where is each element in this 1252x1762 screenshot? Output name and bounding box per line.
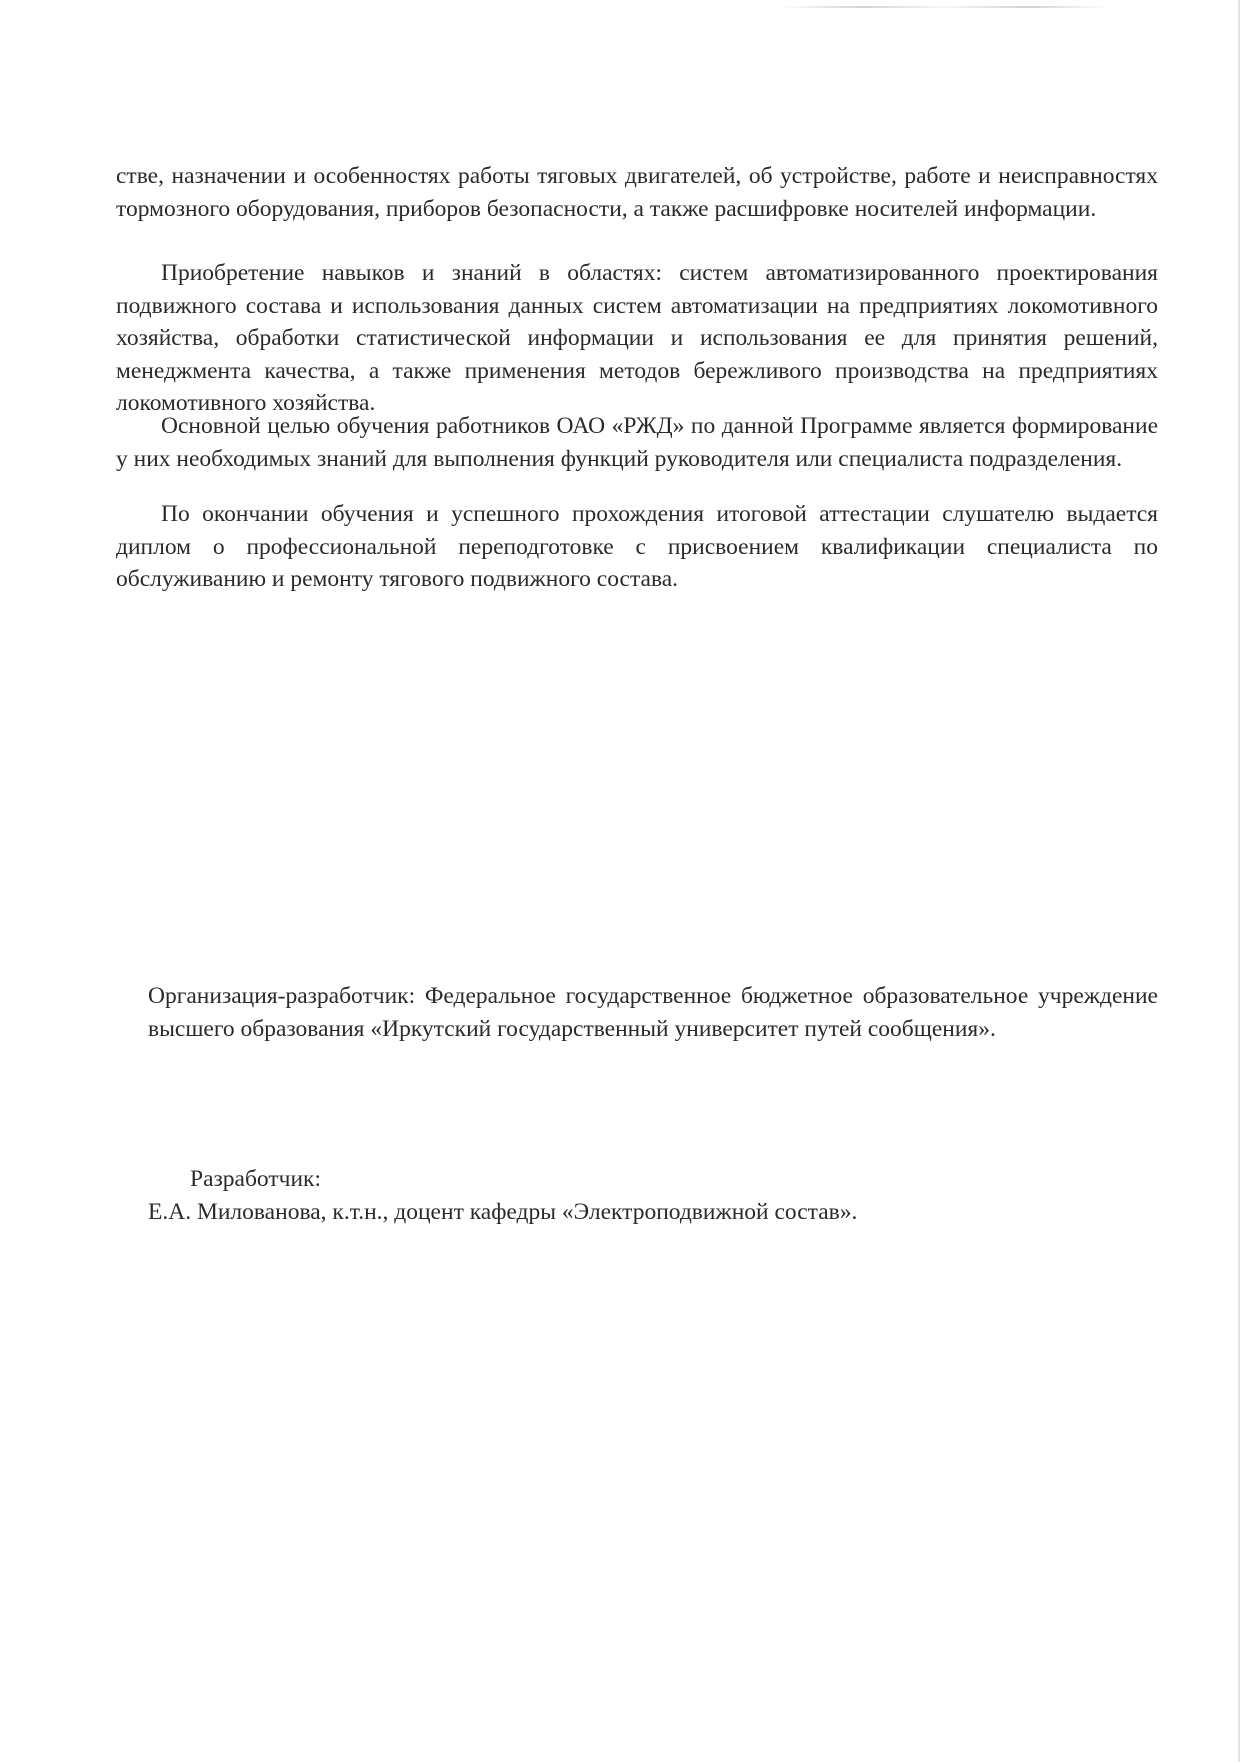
paragraph-diploma: По окончании обучения и успешного прохождения итоговой аттестации слушателю выдается диплом о профессиональной переподготовке с присвоением квалификации специалиста по обслуживанию и ремонту тягового подвижного состава. [116,501,1158,592]
paragraph-intro-continuation: стве, назначении и особенностях работы тяговых двигателей, об устройстве, работе и неисправностях тормозного оборудования, приборов безопасности, а также расшифровке носителей информации. [116,163,1158,222]
paragraph-training-goal: Основной целью обучения работников ОАО «РЖД» по данной Программе является формирование у них необходимых знаний для выполнения функций руководителя или специалиста подразделения. [116,413,1158,472]
scan-artifact-right-edge [1238,0,1240,1762]
developer-label: Разработчик: [190,1166,321,1192]
paragraph-skills: Приобретение навыков и знаний в областях: систем автоматизированного проектирования подвижного состава и использования данных систем автоматизации на предприятиях локомотивного хозяйства, обработки статистической информации и использования ее для принятия решений, менеджмента качества, а также применения методов бережливого производства на предприятиях локомотивного хозяйства. [116,260,1158,416]
scan-artifact-top [780,6,1110,8]
developer-name: Е.А. Милованова, к.т.н., доцент кафедры «Электроподвижной состав». [148,1199,858,1225]
developer-organization: Организация-разработчик: Федеральное государственное бюджетное образовательное учреждение высшего образования «Иркутский государственный университет путей сообщения». [148,983,1158,1042]
